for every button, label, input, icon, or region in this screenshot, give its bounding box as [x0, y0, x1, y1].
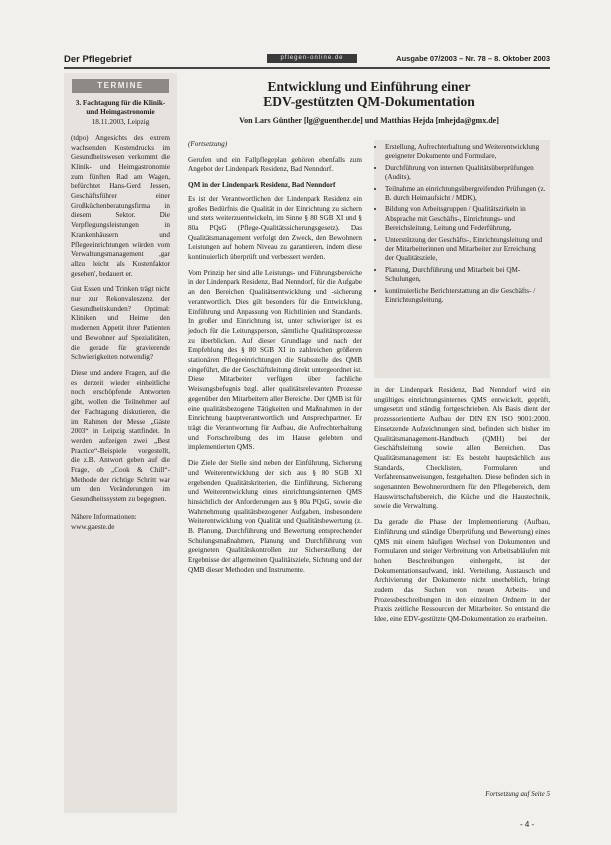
event-title: 3. Fachtagung für die Klinik- und Heimgastronomie [75, 98, 166, 117]
sidebar-paragraph: Gut Essen und Trinken trägt nicht nur zur Rekonvaleszenz der Gesundheitskunden? Optimal: Kliniken und Heime den modernen Appetit ihrer Patienten und Bewohner auf Spezialitäten, die gerade für gravierende Schwierigkeiten notwendig? [71, 285, 170, 362]
list-item: • Unterstützung der Geschäfts-, Einrichtungsleitung und der Mitarbeiterinnen und Mitarbeiter zur Erreichung der Qualitätsziele, [385, 236, 546, 264]
page-number: - 4 - [520, 820, 535, 829]
info-label: Nähere Informationen: [71, 512, 137, 521]
article-paragraph: Vom Prinzip her sind alle Leistungs- und Führungsbereiche in der Lindenpark Residenz, Bad Nenndorf, für die Aufgabe an den Bereichen Qualitätsentwicklung und -sicherung verantwortlich. Dies gilt besonders für die Entwicklung, Einführung und Anpassung von Richtlinien und Standards. In großer und Einrichtung ist, unter schwieriger ist es jedoch für die Leitungsperson, sämtliche Qualitätsprozesse zu überblicken. Auf dieser Grundlage und nach der Empfehlung des § 80 SGB XI in zahlreichen größeren stationären Pflegeeinrichtungen die Stabsstelle des QMB eingeführt, die der Geschäftsleitung direkt untergeordnet ist. Diese Mitarbeiter verfügen über fachliche Weisungsbefugnis bzgl. aller qualitätsrelevanten Prozesse gegenüber den Mitarbeitern aller Bereiche. Der QMB ist für eine qualitätsbezogene Tätigkeiten und Maßnahmen in der Einrichtung hauptverantwortlich und Ansprechpartner. Er trägt die Verantwortung für Aufbau, die Aufrechterhaltung und Fortschreibung des im Hause gelebten und implementierten QMS. [188, 268, 362, 452]
site-logo: pflegen-online.de [267, 54, 357, 63]
article-paragraph: Es ist der Verantwortlichen der Lindenpark Residenz ein großes Bedürfnis die Qualität in der Einrichtung zu sichern und stets weiterzuentwickeln, im Sinne § 80 SGB XI und § 80a PQsG (Pflege-Qualitätssicherungsgesetz). Das Qualitätsmanagement verfolgt den Zweck, den Bewohnern Leistungen auf hohem Niveau zu garantieren, indem diese kontinuierlich überprüft und verbessert werden. [188, 194, 362, 262]
masthead-rule [64, 67, 550, 69]
title-line: Entwicklung und Einführung einer [267, 79, 471, 94]
tasks-list [374, 143, 546, 306]
issue-info: Ausgabe 07/2003 – Nr. 78 – 8. Oktober 2003 [396, 54, 550, 63]
sidebar-paragraph: (tdpo) Angesichts des extrem wachsenden Kostendrucks im Gesundheitswesen verkommt die Klinik- und Heimgastronomie zum fünften Rad am Wagen, befürchtet Hans-Gerd Jessen, Geschäftsführer einer Großküchenberatungsfirma in diesem Sektor. Die Verpflegungsleistungen in Krankenhäusern und Pflegeeinrichtungen würden vom Verwaltungsmanagement ,gar allzu leicht als Kostenfaktor gesehen', bedauert er. [71, 133, 170, 278]
list-item: • Durchführung von internen Qualitätsüberprüfungen (Audits), [385, 164, 546, 183]
brand-name: Der Pflegebrief [64, 54, 132, 65]
sidebar-paragraph: Diese und andere Fragen, auf die es derzeit wieder einheitliche noch erschöpfende Antworten gibt, wollen die Teilnehmer auf der Fachtagung diskutieren, die im Rahmen der Messe „Gäste 2003“ in Leipzig stattfindet. In werden aufzeigen zwei „Best Practice“-Beispiele vorgestellt, die z.B. Antwort geben auf die Frage, ob „Cook & Chill“-Methode der richtige Schritt war um den Veränderungen im Gesundheitssystem zu begegnen. [71, 368, 170, 504]
article-paragraph: Die Ziele der Stelle sind neben der Einführung, Sicherung und Weiterentwicklung der sich aus § 80 SGB XI ergebenden Qualitätskriterien, die Einführung, Sicherung und Weiterentwicklung eines einrichtungsinternen QMS hinsichtlich der Anforderungen aus § 80a PQsG, sowie die Wahrnehmung qualitätsbezogener Aufgaben, insbesondere Weiterentwicklung von Qualität und Qualitätsbewertung (z. B. Planung, Durchführung und Bewertung entsprechender Schulungsmaßnahmen, Planung und Durchführung von geeigneten Qualitätskontrollen zur Sicherstellung der Ergebnisse der allgemeinen Qualitätsziele, Sichtung und der QMB dieser Methoden und Instrumente. [188, 459, 362, 574]
title-line: EDV-gestützten QM-Dokumentation [263, 94, 475, 109]
termine-header: TERMINE [72, 79, 169, 93]
list-item: • Bildung von Arbeitsgruppen / Qualitätszirkeln in Absprache mit Geschäfts-, Einrichtungs- und Bereichsleitung, Leitung und Federführung, [385, 205, 546, 233]
event-date: 18.11.2003, Leipzig [91, 118, 150, 127]
tasks-box [374, 140, 550, 378]
section-subheading: QM in der Lindenpark Residenz, Bad Nenndorf [188, 181, 336, 190]
list-item: • Planung, Durchführung und Mitarbeit bei QM-Schulungen, [385, 266, 546, 285]
article-paragraph: Da gerade die Phase der Implementierung (Aufbau, Einführung und ständige Überprüfung und Bewertung) eines QMS mit einem häufigen Wechsel von Dokumenten und Formularen und steiger Verbreitung von Arbeitsabläufen mit hohen Beschreibungen einhergeht, ist der Dokumentationsaufwand, inkl. Verteilung, Austausch und Archivierung der Dokumente nicht unerheblich, bringt zudem das Suchen von neuen Arbeits- und Prozessbeschreibungen in den einzelnen Ordnern in der Praxis zeitliche Ressourcen der Mitarbeiter. So entstand die Idee, eine EDV-gestützte QM-Dokumentation zu erarbeiten. [374, 518, 550, 624]
article-paragraph: Gerufen und ein Fallpflegeplan gehören ebenfalls zum Angebot der Lindenpark Residenz, Bad Nenndorf. [188, 155, 362, 174]
article-column-left [188, 140, 362, 582]
article-title [188, 79, 550, 109]
article-paragraph: in der Lindenpark Residenz, Bad Nenndorf wird ein ungültiges einrichtungsinternes QMS entwickelt, geprüft, umgesetzt und ständig fortgeschrieben. Als Basis dient der prozessorientierte Aufbau der DIN EN ISO 9001:2000. Einsetzende Aufzeichnungen sind, befinden sich bisher im Qualitätsmanagement-Handbuch (QMH) bei der Geschäftsleitung sowie allen Bereichen. Das Qualitätsmanagement ist: Es besteht hauptsächlich aus Standards, Checklisten, Formularen und Verfahrensanweisungen, festgehalten. Diese befinden sich in sogenannten Bewohnerordnern für den Pflegebereich, dem Hauswirtschaftsbereich, die Küche und die Haustechnik, sowie die Verwaltung. [374, 386, 550, 511]
continued-label: (Fortsetzung) [188, 140, 228, 148]
list-item: • kontinuierliche Berichterstattung an die Geschäfts- / Einrichtungsleitung. [385, 287, 546, 306]
info-link[interactable]: www.gaeste.de [71, 522, 115, 531]
list-item: • Teilnahme an einrichtungsübergreifenden Prüfungen (z. B. durch Heimaufsicht / MDK), [385, 185, 546, 204]
list-item: • Erstellung, Aufrechterhaltung und Weiterentwicklung geeigneter Dokumente und Formulare, [385, 143, 546, 162]
continue-note: Fortsetzung auf Seite 5 [485, 790, 550, 798]
article-authors: Von Lars Günther [lg@guenther.de] und Matthias Hejda [mhejda@gmx.de] [239, 116, 499, 125]
article-column-right [374, 386, 550, 631]
termine-sidebar [64, 73, 177, 813]
